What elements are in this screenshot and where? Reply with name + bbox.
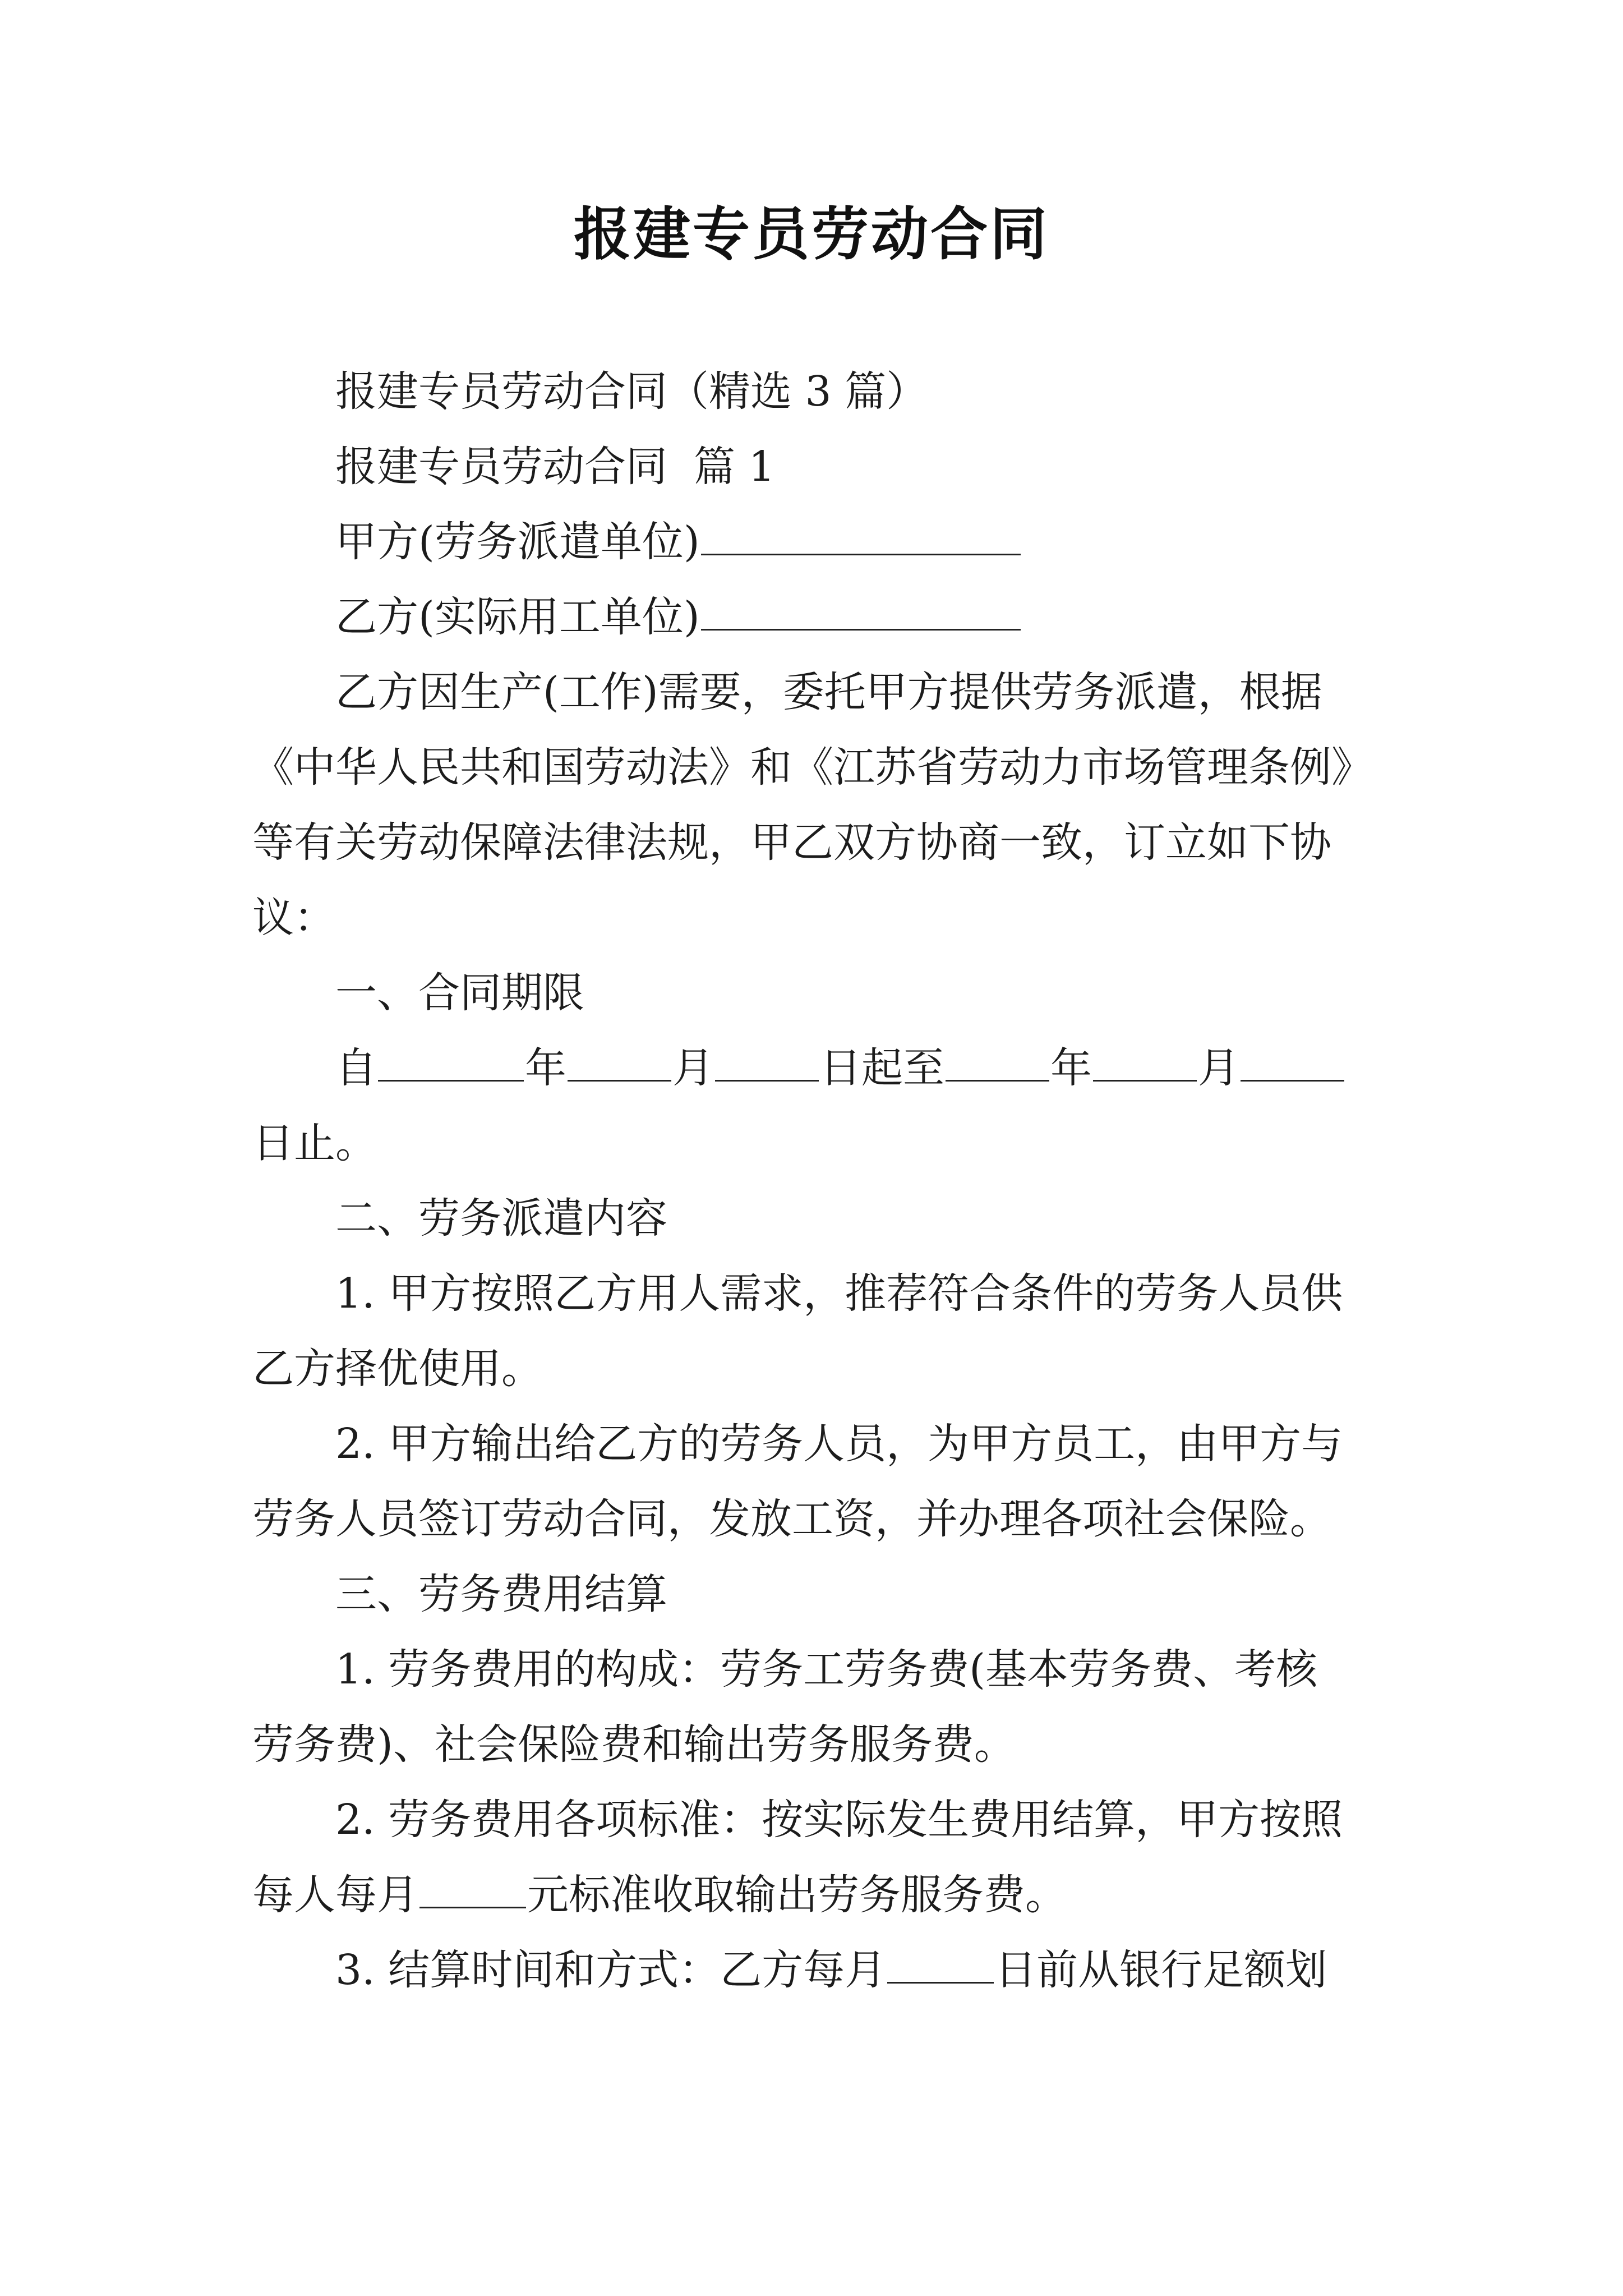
start-year-blank (378, 1046, 524, 1082)
intro-line-2 (252, 728, 1380, 807)
party-a-line (252, 503, 1380, 581)
section-heading (252, 427, 1380, 506)
settlement-day-blank (887, 1948, 994, 1984)
clause2-item2-text2: 劳务人员签订劳动合同，发放工资，并办理各项社会保险。 (252, 1495, 1331, 1543)
term-line (252, 1029, 1380, 1107)
clause3-item1-text2: 劳务费)、社会保险费和输出劳务服务费。 (252, 1720, 1016, 1769)
clause3-item2-line2 (252, 1856, 1380, 1934)
party-a-blank (701, 520, 1021, 555)
term-year-1: 年 (525, 1044, 566, 1092)
intro-line-3 (252, 803, 1380, 882)
clause3-item1-line2 (252, 1705, 1380, 1784)
end-day-blank (1241, 1046, 1344, 1082)
clause2-item2-line2 (252, 1480, 1380, 1558)
clause2-item2-line1 (252, 1405, 1380, 1483)
clause3-item2-before: 每人每月 (252, 1871, 418, 1919)
clause3-item2-text1: 2. 劳务费用各项标准：按实际发生费用结算，甲方按照 (335, 1796, 1343, 1844)
start-day-blank (715, 1046, 819, 1082)
end-year-blank (946, 1046, 1049, 1082)
clause3-item3-line1 (252, 1931, 1380, 2009)
party-b-label: 乙方(实际用工单位) (335, 593, 700, 641)
term-month-1: 月 (672, 1044, 714, 1092)
subtitle (252, 352, 1380, 431)
clause3-item3-before: 3. 结算时间和方式：乙方每月 (335, 1946, 887, 1994)
clause3-heading (252, 1555, 1380, 1634)
term-month-2: 月 (1198, 1044, 1239, 1092)
end-month-blank (1093, 1046, 1197, 1082)
term-end: 日止。 (252, 1119, 377, 1167)
clause2-item1-line1 (252, 1254, 1380, 1333)
subtitle-text: 报建专员劳动合同（精选 3 篇） (335, 367, 928, 416)
party-b-blank (701, 595, 1021, 631)
intro-line-4 (252, 878, 1380, 957)
term-year-2: 年 (1050, 1044, 1092, 1092)
intro-text-3: 等有关劳动保障法律法规，甲乙双方协商一致，订立如下协 (252, 818, 1331, 867)
start-month-blank (568, 1046, 671, 1082)
clause1-heading-text: 一、合同期限 (335, 969, 584, 1017)
clause3-item3-after: 日前从银行足额划 (995, 1946, 1327, 1994)
intro-text-2: 《中华人民共和国劳动法》和《江苏省劳动力市场管理条例》 (252, 743, 1373, 792)
clause3-heading-text: 三、劳务费用结算 (335, 1570, 667, 1618)
intro-text-4: 议： (252, 894, 335, 942)
clause3-item1-text1: 1. 劳务费用的构成：劳务工劳务费(基本劳务费、考核 (335, 1645, 1317, 1694)
clause2-heading-text: 二、劳务派遣内容 (335, 1194, 667, 1243)
party-b-line (252, 578, 1380, 656)
clause3-item2-line1 (252, 1780, 1380, 1859)
term-line-end (252, 1104, 1380, 1182)
clause2-item1-line2 (252, 1329, 1380, 1408)
term-day-from-to: 日起至 (820, 1044, 944, 1092)
clause3-item1-line1 (252, 1630, 1380, 1709)
intro-text-1: 乙方因生产(工作)需要，委托甲方提供劳务派遣，根据 (335, 668, 1322, 716)
service-fee-blank (419, 1873, 526, 1908)
term-from: 自 (335, 1044, 377, 1092)
clause1-heading (252, 954, 1380, 1032)
clause2-heading (252, 1179, 1380, 1258)
clause2-item1-text1: 1. 甲方按照乙方用人需求，推荐符合条件的劳务人员供 (335, 1269, 1343, 1318)
party-a-label: 甲方(劳务派遣单位) (335, 518, 700, 566)
intro-line-1 (252, 653, 1380, 731)
document-title: 报建专员劳动合同 (574, 201, 1049, 268)
clause3-item2-after: 元标准收取输出劳务服务费。 (527, 1871, 1067, 1919)
clause2-item1-text2: 乙方择优使用。 (252, 1345, 543, 1393)
section-heading-text: 报建专员劳动合同 篇 1 (335, 443, 775, 491)
clause2-item2-text1: 2. 甲方输出给乙方的劳务人员，为甲方员工，由甲方与 (335, 1420, 1343, 1468)
